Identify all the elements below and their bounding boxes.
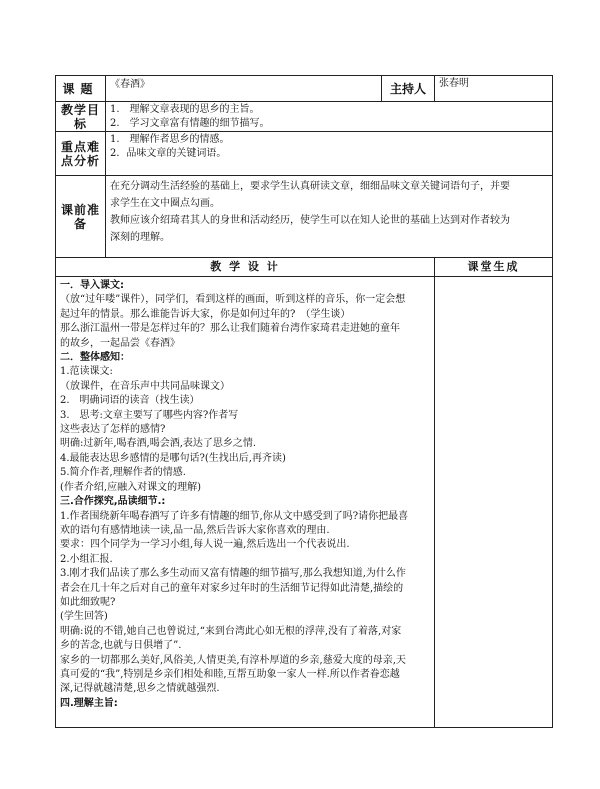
content-line: 明确:过新年,喝春酒,喝会酒,表达了思乡之情. <box>60 438 257 450</box>
prep-line: 深刻的理解。 <box>110 232 170 243</box>
design-header-row <box>56 258 553 277</box>
objectives-row <box>56 102 553 132</box>
design-body-row <box>56 277 553 728</box>
content-line: 四.理解主旨: <box>60 697 118 709</box>
content-line: 5.简介作者,理解作者的情感. <box>60 467 186 479</box>
objective-item: 2. 学习文章富有情趣的细节描写。 <box>110 118 270 129</box>
key-points-label: 重点难点分析 <box>56 132 106 176</box>
objectives-label: 教学目标 <box>56 102 106 132</box>
outcome-header: 课堂生成 <box>435 258 553 277</box>
content-line: 1.范读课文: <box>60 366 113 378</box>
content-line: 起过年的情景。那么谁能告诉大家，你是如何过年的? （学生谈） <box>60 308 351 320</box>
content-line: 一．导入课文: <box>60 280 124 291</box>
key-point-item: 2．品味文章的关键词语。 <box>110 148 227 159</box>
prep-row <box>56 176 553 258</box>
prep-label: 课前准备 <box>56 176 106 258</box>
prep-line: 教师应该介绍琦君其人的身世和活动经历，使学生可以在知人论世的基础上达到对作者较为 <box>110 215 510 226</box>
key-points-row <box>56 132 553 176</box>
content-line: 欢的语句有感情地读一读,品一品,然后告诉大家你喜欢的理由. <box>60 524 330 536</box>
content-line: （放“过年喽”课件），同学们，看到这样的画面，听到这样的音乐，你一定会想 <box>60 294 406 306</box>
objective-item: 1. 理解文章表现的思乡的主旨。 <box>110 104 260 115</box>
content-line: 者会在几十年之后对自己的童年对家乡过年时的生活细节记得如此清楚,描绘的 <box>60 582 404 594</box>
content-line: 那么浙江温州一带是怎样过年的？那么让我们随着台湾作家琦君走进她的童年 <box>60 323 400 335</box>
design-body <box>56 277 435 728</box>
design-header: 教 学 设 计 <box>56 258 435 277</box>
content-line: 乡的苦念,也就与日俱增了”. <box>60 640 182 652</box>
host-label: 主持人 <box>382 76 435 102</box>
content-line: 三.合作探究,品读细节.: <box>60 496 166 508</box>
content-line: 3. 思考:文章主要写了哪些内容?作者写 <box>60 409 239 421</box>
lesson-plan-sheet <box>55 75 552 728</box>
content-line: 二．整体感知： <box>60 352 130 364</box>
content-line: 要求：四个同学为一学习小组,每人说一遍,然后选出一个代表说出. <box>60 539 350 551</box>
lesson-plan-table <box>55 75 553 728</box>
content-line: 的故乡，一起品尝《春酒》 <box>60 337 180 349</box>
content-line: 3.刚才我们品读了那么多生动而又富有情趣的细节描写,那么我想知道,为什么作 <box>60 568 406 580</box>
content-line: 4.最能表达思乡感情的是哪句话?(生找出后,再齐读) <box>60 452 286 464</box>
content-line: 如此细致呢? <box>60 596 116 608</box>
host-value: 张春明 <box>435 76 553 102</box>
content-line: 1.作者围绕新年喝春酒写了许多有情趣的细节,你从文中感受到了吗?请你把最喜 <box>60 510 409 522</box>
content-line: 家乡的一切都那么美好,风俗美,人情更美,有淳朴厚道的乡亲,慈爱大度的母亲,天 <box>60 654 406 666</box>
topic-value: 《春酒》 <box>106 76 382 102</box>
content-line: 2.小组汇报. <box>60 553 113 565</box>
prep-line: 求学生在文中圈点勾画。 <box>110 198 220 209</box>
content-line: 2. 明确词语的读音（找生读） <box>60 395 200 407</box>
key-points-content <box>106 132 553 176</box>
topic-row <box>56 76 553 102</box>
objectives-content <box>106 102 553 132</box>
key-point-item: 1. 理解作者思乡的情感。 <box>110 134 230 145</box>
content-line: 深,记得就越清楚,思乡之情就越强烈. <box>60 683 220 695</box>
content-line: 真可爱的“我”,特别是乡亲们相处和睦,互帮互助象一家人一样.所以作者眷恋越 <box>60 668 400 680</box>
content-line: 这些表达了怎样的感情? <box>60 424 166 436</box>
prep-content <box>106 176 553 258</box>
topic-label: 课题 <box>56 76 106 102</box>
content-line: （放课件，在音乐声中共同品味课文） <box>60 380 230 392</box>
content-line: (作者介绍,应融入对课文的理解) <box>60 481 201 493</box>
outcome-cell <box>435 277 553 728</box>
prep-line: 在充分调动生活经验的基础上，要求学生认真研读文章，细细品味文章关键词语句子，并要 <box>110 181 510 192</box>
content-line: (学生回答) <box>60 611 108 623</box>
content-line: 明确:说的不错,她自己也曾说过,“来到台湾此心如无根的浮萍,没有了着落,对家 <box>60 625 402 637</box>
